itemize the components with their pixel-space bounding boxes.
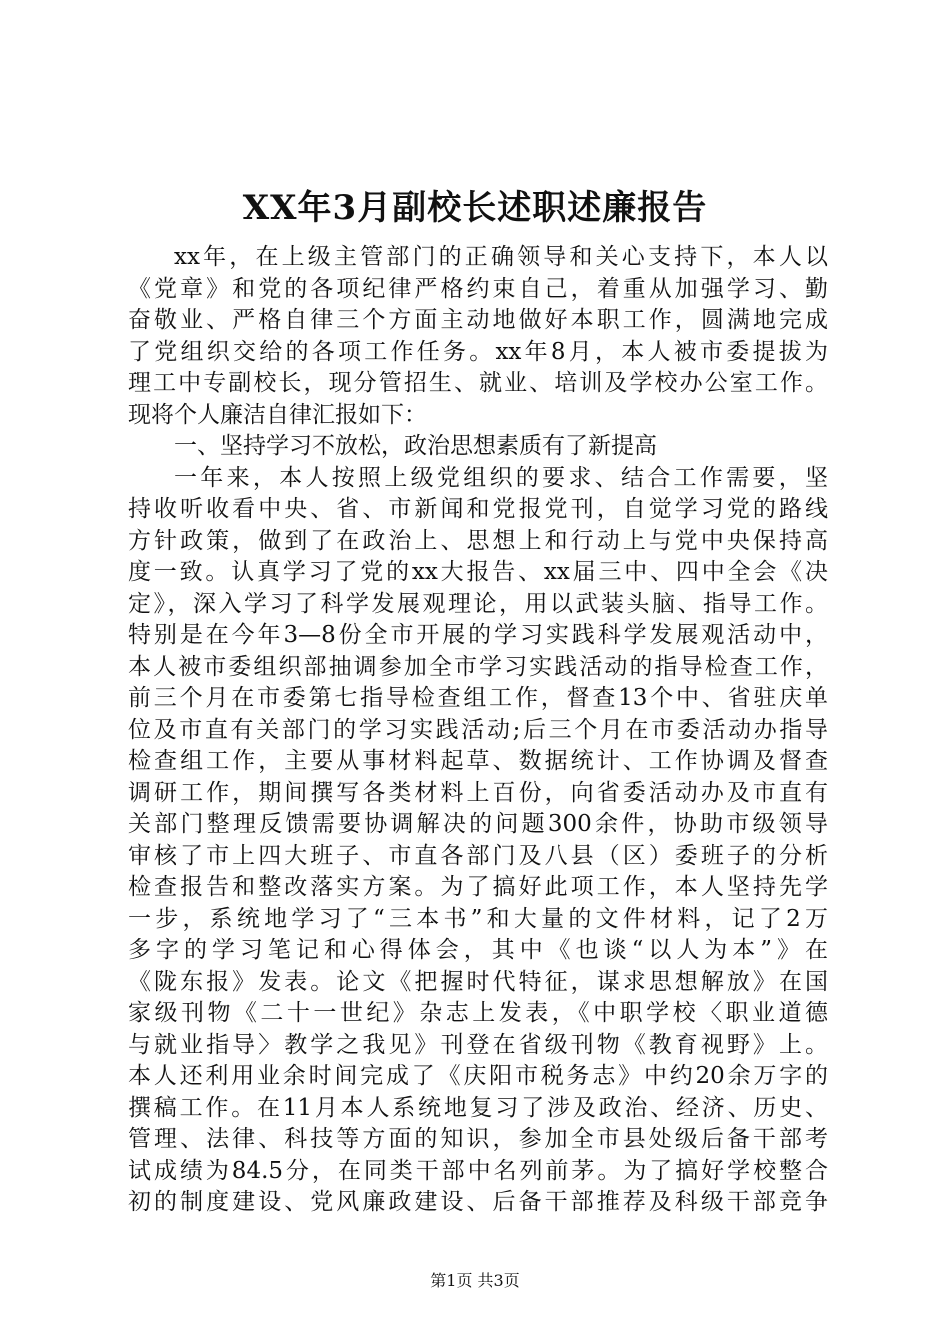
document-title: XX年3月副校长述职述廉报告 xyxy=(242,188,708,228)
paragraph-line: 关部门整理反馈需要协调解决的问题300余件，协助市级领导 xyxy=(128,811,828,837)
paragraph-line: 奋敬业、严格自律三个方面主动地做好本职工作，圆满地完成 xyxy=(128,307,828,333)
paragraph-line: 特别是在今年3—8份全市开展的学习实践科学发展观活动中， xyxy=(128,622,828,648)
paragraph-line: xx年，在上级主管部门的正确领导和关心支持下，本人以 xyxy=(174,244,828,270)
paragraph-line: 持收听收看中央、省、市新闻和党报党刊，自觉学习党的路线 xyxy=(128,496,828,522)
paragraph-line: 管理、法律、科技等方面的知识，参加全市县处级后备干部考 xyxy=(128,1126,828,1152)
paragraph-line: 审核了市上四大班子、市直各部门及八县（区）委班子的分析 xyxy=(128,842,828,869)
paragraph-line: 定》，深入学习了科学发展观理论，用以武装头脑、指导工作。 xyxy=(128,590,828,617)
paragraph-line: 理工中专副校长，现分管招生、就业、培训及学校办公室工作。 xyxy=(128,370,828,396)
paragraph-line: 与就业指导〉教学之我见》刊登在省级刊物《教育视野》上。 xyxy=(128,1031,828,1058)
paragraph-line: 试成绩为84.5分，在同类干部中名列前茅。为了搞好学校整合 xyxy=(128,1157,828,1184)
paragraph-line: 多字的学习笔记和心得体会，其中《也谈“以人为本”》在 xyxy=(128,937,828,963)
section-heading: 一、坚持学习不放松，政治思想素质有了新提高 xyxy=(174,433,657,459)
paragraph-line: 本人被市委组织部抽调参加全市学习实践活动的指导检查工作， xyxy=(128,653,828,680)
paragraph-line: 位及市直有关部门的学习实践活动;后三个月在市委活动办指导 xyxy=(128,716,828,743)
paragraph-line: 一步，系统地学习了“三本书”和大量的文件材料，记了2万 xyxy=(128,905,828,932)
paragraph-line: 检查报告和整改落实方案。为了搞好此项工作，本人坚持先学 xyxy=(128,874,828,900)
paragraph-line: 《陇东报》发表。论文《把握时代特征，谋求思想解放》在国 xyxy=(128,968,828,995)
document-body xyxy=(128,242,828,1219)
paragraph-line: 初的制度建设、党风廉政建设、后备干部推荐及科级干部竞争 xyxy=(128,1189,828,1215)
paragraph-line: 调研工作，期间撰写各类材料上百份，向省委活动办及市直有 xyxy=(128,779,828,806)
paragraph-line: 度一致。认真学习了党的xx大报告、xx届三中、四中全会《决 xyxy=(128,559,828,585)
paragraph-line: 撰稿工作。在11月本人系统地复习了涉及政治、经济、历史、 xyxy=(128,1094,828,1121)
paragraph-line: 前三个月在市委第七指导检查组工作，督查13个中、省驻庆单 xyxy=(128,685,828,711)
paragraph-line: 《党章》和党的各项纪律严格约束自己，着重从加强学习、勤 xyxy=(128,275,828,302)
paragraph-line: 一年来，本人按照上级党组织的要求、结合工作需要，坚 xyxy=(174,464,828,491)
paragraph-line: 方针政策，做到了在政治上、思想上和行动上与党中央保持高 xyxy=(128,527,828,554)
paragraph-line: 现将个人廉洁自律汇报如下： xyxy=(128,401,427,428)
paragraph-line: 了党组织交给的各项工作任务。xx年8月，本人被市委提拔为 xyxy=(128,338,828,365)
paragraph-line: 本人还利用业余时间完成了《庆阳市税务志》中约20余万字的 xyxy=(128,1063,828,1089)
paragraph-line: 检查组工作，主要从事材料起草、数据统计、工作协调及督查 xyxy=(128,748,828,774)
paragraph-line: 家级刊物《二十一世纪》杂志上发表，《中职学校〈职业道德 xyxy=(128,1000,828,1026)
page-footer: 第1页 共3页 xyxy=(430,1271,520,1290)
